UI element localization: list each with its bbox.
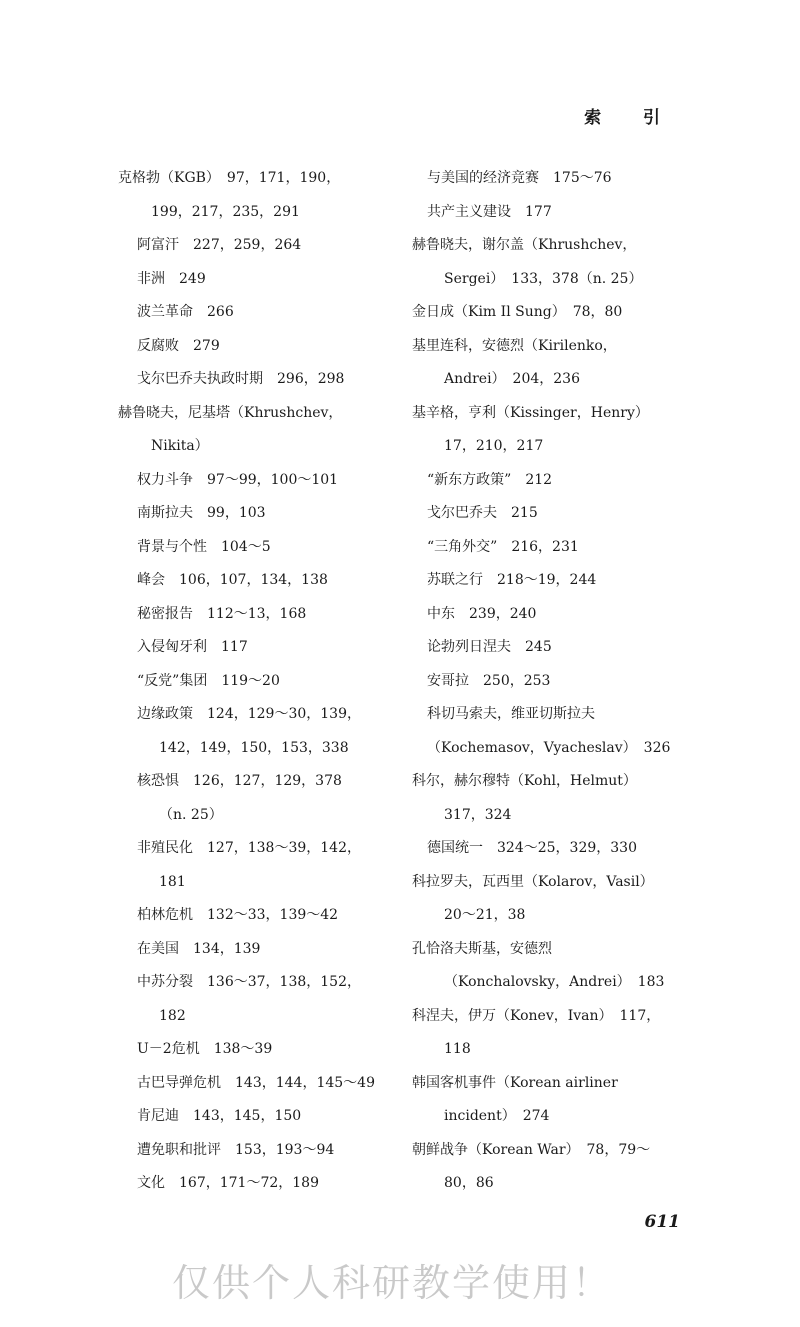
index-line: 安哥拉 250，253	[427, 672, 551, 689]
index-line: 遭免职和批评 153，193～94	[137, 1141, 335, 1158]
index-line: 非殖民化 127，138～39，142，	[137, 840, 361, 856]
index-line: 317，324	[444, 806, 512, 823]
index-line: 克格勃（KGB） 97，171，190，	[118, 170, 341, 186]
index-line: 入侵匈牙利 117	[137, 639, 248, 655]
index-line: 199，217，235，291	[151, 203, 300, 220]
index-line: 背景与个性 104～5	[137, 538, 271, 555]
index-line: 权力斗争 97～99，100～101	[137, 471, 339, 488]
watermark: 仅供个人科研教学使用！	[172, 1261, 613, 1305]
index-line: Nikita）	[151, 438, 209, 454]
index-line: “反党”集团 119～20	[137, 672, 280, 689]
index-line: 戈尔巴乔夫 215	[427, 505, 538, 521]
index-line: 科涅夫，伊万（Konev，Ivan） 117，	[412, 1007, 661, 1024]
index-line: Sergei） 133，378（n. 25）	[444, 270, 643, 287]
index-line: U－2危机 138～39	[137, 1041, 273, 1057]
index-line: 柏林危机 132～33，139～42	[137, 907, 339, 923]
index-line: 反腐败 279	[137, 337, 220, 354]
index-line: 科切马索夫，维亚切斯拉夫	[427, 706, 595, 722]
index-line: 80，86	[444, 1175, 494, 1191]
index-line: 非洲 249	[137, 270, 206, 287]
index-line: 共产主义建设 177	[427, 203, 552, 220]
index-line: （n. 25）	[159, 806, 223, 823]
index-line: 基辛格，亨利（Kissinger，Henry）	[412, 404, 649, 421]
index-column-left	[118, 162, 398, 1201]
index-line: 古巴导弹危机 143，144，145～49	[137, 1074, 375, 1091]
index-line: 182	[159, 1007, 186, 1024]
index-line: 阿富汗 227，259，264	[137, 237, 302, 253]
index-line: 韩国客机事件（Korean airliner	[412, 1074, 618, 1091]
index-line: 118	[444, 1041, 471, 1057]
index-line: “新东方政策” 212	[427, 471, 553, 488]
index-line: 峰会 106，107，134，138	[137, 572, 328, 588]
index-line: 南斯拉夫 99，103	[137, 505, 266, 521]
index-line: incident） 274	[444, 1108, 550, 1124]
running-head: 索 引	[584, 108, 678, 128]
index-column-right	[412, 162, 692, 1201]
index-line: 朝鲜战争（Korean War） 78，79～	[412, 1141, 651, 1158]
index-line: 金日成（Kim Il Sung） 78，80	[412, 304, 623, 320]
index-line: 142，149，150，153，338	[159, 739, 349, 756]
index-line: 文化 167，171～72，189	[137, 1175, 319, 1191]
index-line: 戈尔巴乔夫执政时期 296，298	[137, 371, 345, 387]
index-line: 赫鲁晓夫，尼基塔（Khrushchev，	[118, 404, 343, 421]
index-line: 核恐惧 126，127，129，378	[137, 773, 342, 789]
index-line: 边缘政策 124，129～30，139，	[137, 706, 361, 722]
index-line: Andrei） 204，236	[444, 371, 580, 387]
index-line: （Kochemasov，Vyacheslav） 326	[427, 739, 671, 756]
index-line: 中东 239，240	[427, 605, 537, 622]
index-line: 20～21，38	[444, 907, 526, 923]
index-line: 赫鲁晓夫，谢尔盖（Khrushchev，	[412, 237, 637, 253]
index-line: 波兰革命 266	[137, 304, 234, 320]
index-line: （Konchalovsky，Andrei） 183	[444, 974, 665, 990]
index-line: 中苏分裂 136～37，138，152，	[137, 974, 361, 990]
index-line: 秘密报告 112～13，168	[137, 605, 307, 622]
index-line: 181	[159, 873, 186, 890]
index-line: 基里连科，安德烈（Kirilenko，	[412, 337, 617, 354]
index-line: 在美国 134，139	[137, 940, 261, 957]
index-line: 苏联之行 218～19，244	[427, 572, 597, 588]
index-line: 孔恰洛夫斯基，安德烈	[412, 940, 552, 957]
index-line: 论勃列日涅夫 245	[427, 639, 552, 655]
index-line: 科尔，赫尔穆特（Kohl，Helmut）	[412, 773, 637, 789]
page-number: 611	[644, 1212, 680, 1232]
index-line: 与美国的经济竞赛 175～76	[427, 170, 612, 186]
index-line: 德国统一 324～25，329，330	[427, 840, 637, 856]
index-line: “三角外交” 216，231	[427, 538, 579, 555]
index-line: 17，210，217	[444, 438, 544, 454]
index-line: 科拉罗夫，瓦西里（Kolarov，Vasil）	[412, 873, 654, 890]
index-line: 肯尼迪 143，145，150	[137, 1108, 302, 1124]
